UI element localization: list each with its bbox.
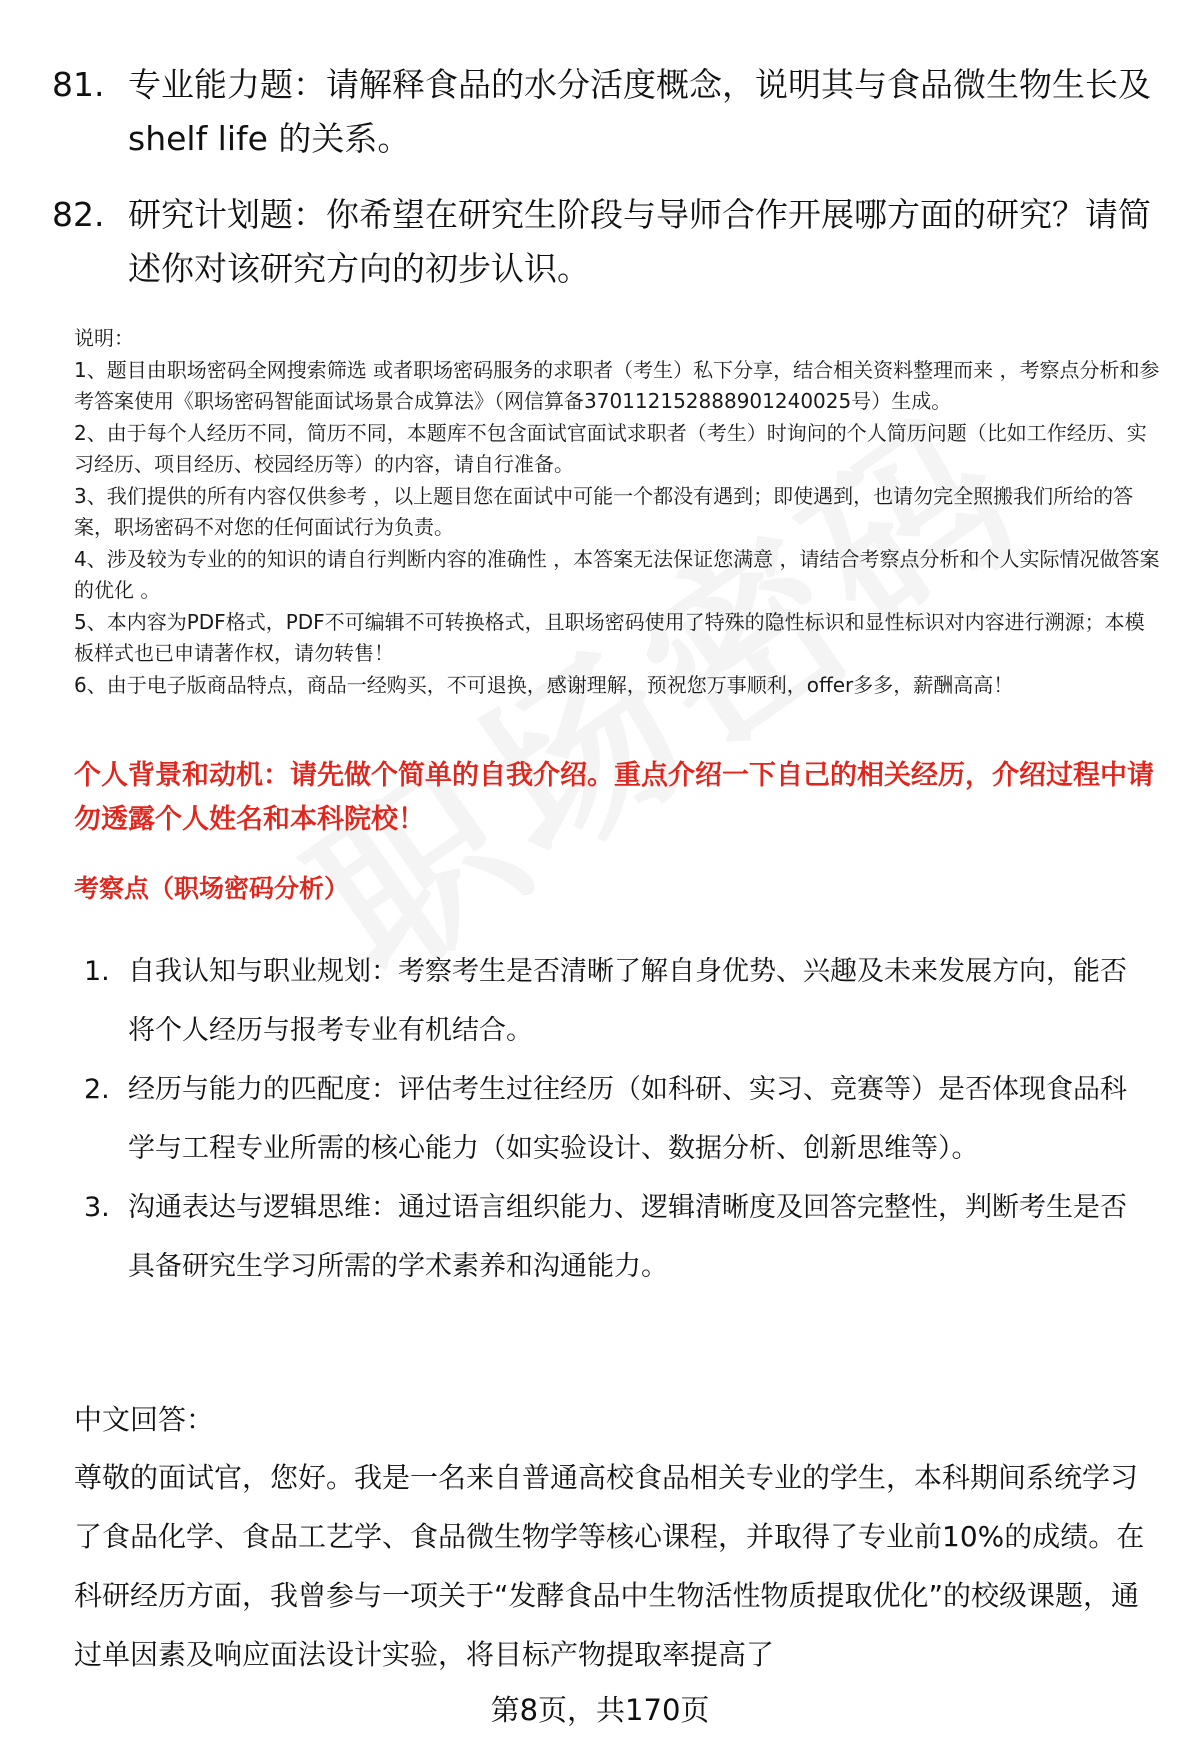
- point-text: 自我认知与职业规划：考察考生是否清晰了解自身优势、兴趣及未来发展方向，能否将个人经历与报考专业有机结合。: [128, 956, 1127, 1046]
- analysis-point: [84, 942, 1144, 1060]
- question-text: 专业能力题：请解释食品的水分活度概念，说明其与食品微生物生长及 shelf life 的关系。: [128, 65, 1151, 158]
- point-number: 3.: [84, 1192, 110, 1223]
- question-number: 81.: [52, 65, 105, 104]
- notes-title: 说明：: [74, 326, 134, 350]
- answer-label: 中文回答：: [74, 1403, 215, 1436]
- note-item: 3、我们提供的所有内容仅供参考 ，以上题目您在面试中可能一个都没有遇到；即使遇到，也请勿完全照搬我们所给的答案，职场密码不对您的任何面试行为负责。: [74, 483, 1134, 539]
- question-item: [52, 58, 1152, 166]
- note-item: 6、由于电子版商品特点，商品一经购买，不可退换，感谢理解，预祝您万事顺利，offer多多，薪酬高高！: [74, 672, 1014, 697]
- page-footer: 第8页，共170页: [490, 1693, 710, 1727]
- point-text: 沟通表达与逻辑思维：通过语言组织能力、逻辑清晰度及回答完整性，判断考生是否具备研究生学习所需的学术素养和沟通能力。: [128, 1192, 1127, 1282]
- question-number: 82.: [52, 195, 105, 234]
- disclaimer-notes: [74, 323, 1164, 701]
- answer-text: 尊敬的面试官，您好。我是一名来自普通高校食品相关专业的学生，本科期间系统学习了食品化学、食品工艺学、食品微生物学等核心课程，并取得了专业前10%的成绩。在科研经历方面，我曾参与一项关于“发酵食品中生物活性物质提取优化”的校级课题，通过单因素及响应面法设计实验，将目标产物提取率提高了: [74, 1461, 1145, 1671]
- point-text: 经历与能力的匹配度：评估考生过往经历（如科研、实习、竞赛等）是否体现食品科学与工程专业所需的核心能力（如实验设计、数据分析、创新思维等）。: [128, 1074, 1127, 1164]
- analysis-point: [84, 1060, 1144, 1178]
- question-text: 研究计划题：你希望在研究生阶段与导师合作开展哪方面的研究？请简述你对该研究方向的初步认识。: [128, 195, 1151, 288]
- note-item: 4、涉及较为专业的的知识的请自行判断内容的准确性 ，本答案无法保证您满意 ，请结合考察点分析和个人实际情况做答案的优化 。: [74, 546, 1160, 602]
- analysis-point: [84, 1178, 1144, 1296]
- question-list: [52, 58, 1152, 318]
- point-number: 1.: [84, 956, 110, 987]
- question-item: [52, 188, 1152, 296]
- note-item: 1、题目由职场密码全网搜索筛选 或者职场密码服务的求职者（考生）私下分享，结合相关资料整理而来 ，考察点分析和参考答案使用《职场密码智能面试场景合成算法》（网信算备370112152888901240025号）生成。: [74, 357, 1160, 413]
- note-item: 5、本内容为PDF格式，PDF不可编辑不可转换格式，且职场密码使用了特殊的隐性标识和显性标识对内容进行溯源；本模板样式也已申请著作权，请勿转售！: [74, 609, 1145, 665]
- analysis-heading: 考察点（职场密码分析）: [74, 874, 350, 903]
- main-question-heading: 个人背景和动机：请先做个简单的自我介绍。重点介绍一下自己的相关经历，介绍过程中请勿透露个人姓名和本科院校！: [74, 760, 1154, 835]
- analysis-points: [84, 942, 1144, 1296]
- note-item: 2、由于每个人经历不同，简历不同，本题库不包含面试官面试求职者（考生）时询问的个人简历问题（比如工作经历、实习经历、项目经历、校园经历等）的内容，请自行准备。: [74, 420, 1147, 476]
- point-number: 2.: [84, 1074, 110, 1105]
